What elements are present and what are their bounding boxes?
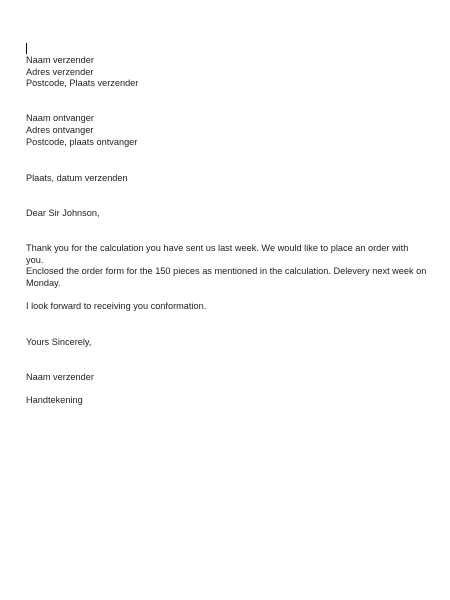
closing: Yours Sincerely, (26, 337, 92, 347)
recipient-postcode-city: Postcode, plaats ontvanger (26, 137, 138, 147)
body-paragraph-1: Thank you for the calculation you have sent us last week. We would like to place an order with you. (26, 243, 409, 265)
signature-name: Naam verzender (26, 372, 94, 382)
recipient-name: Naam ontvanger (26, 113, 94, 123)
salutation: Dear Sir Johnson, (26, 208, 100, 218)
body-paragraph-3: I look forward to receiving you conformation. (26, 301, 207, 311)
signature-label: Handtekening (26, 395, 83, 405)
text-cursor (26, 43, 27, 54)
place-date: Plaats, datum verzenden (26, 173, 128, 183)
sender-address: Adres verzender (26, 67, 94, 77)
sender-postcode-city: Postcode, Plaats verzender (26, 78, 139, 88)
sender-name: Naam verzender (26, 55, 94, 65)
recipient-address: Adres ontvanger (26, 125, 94, 135)
body-paragraph-2: Enclosed the order form for the 150 pieces as mentioned in the calculation. Delevery next week on Monday. (26, 266, 427, 288)
